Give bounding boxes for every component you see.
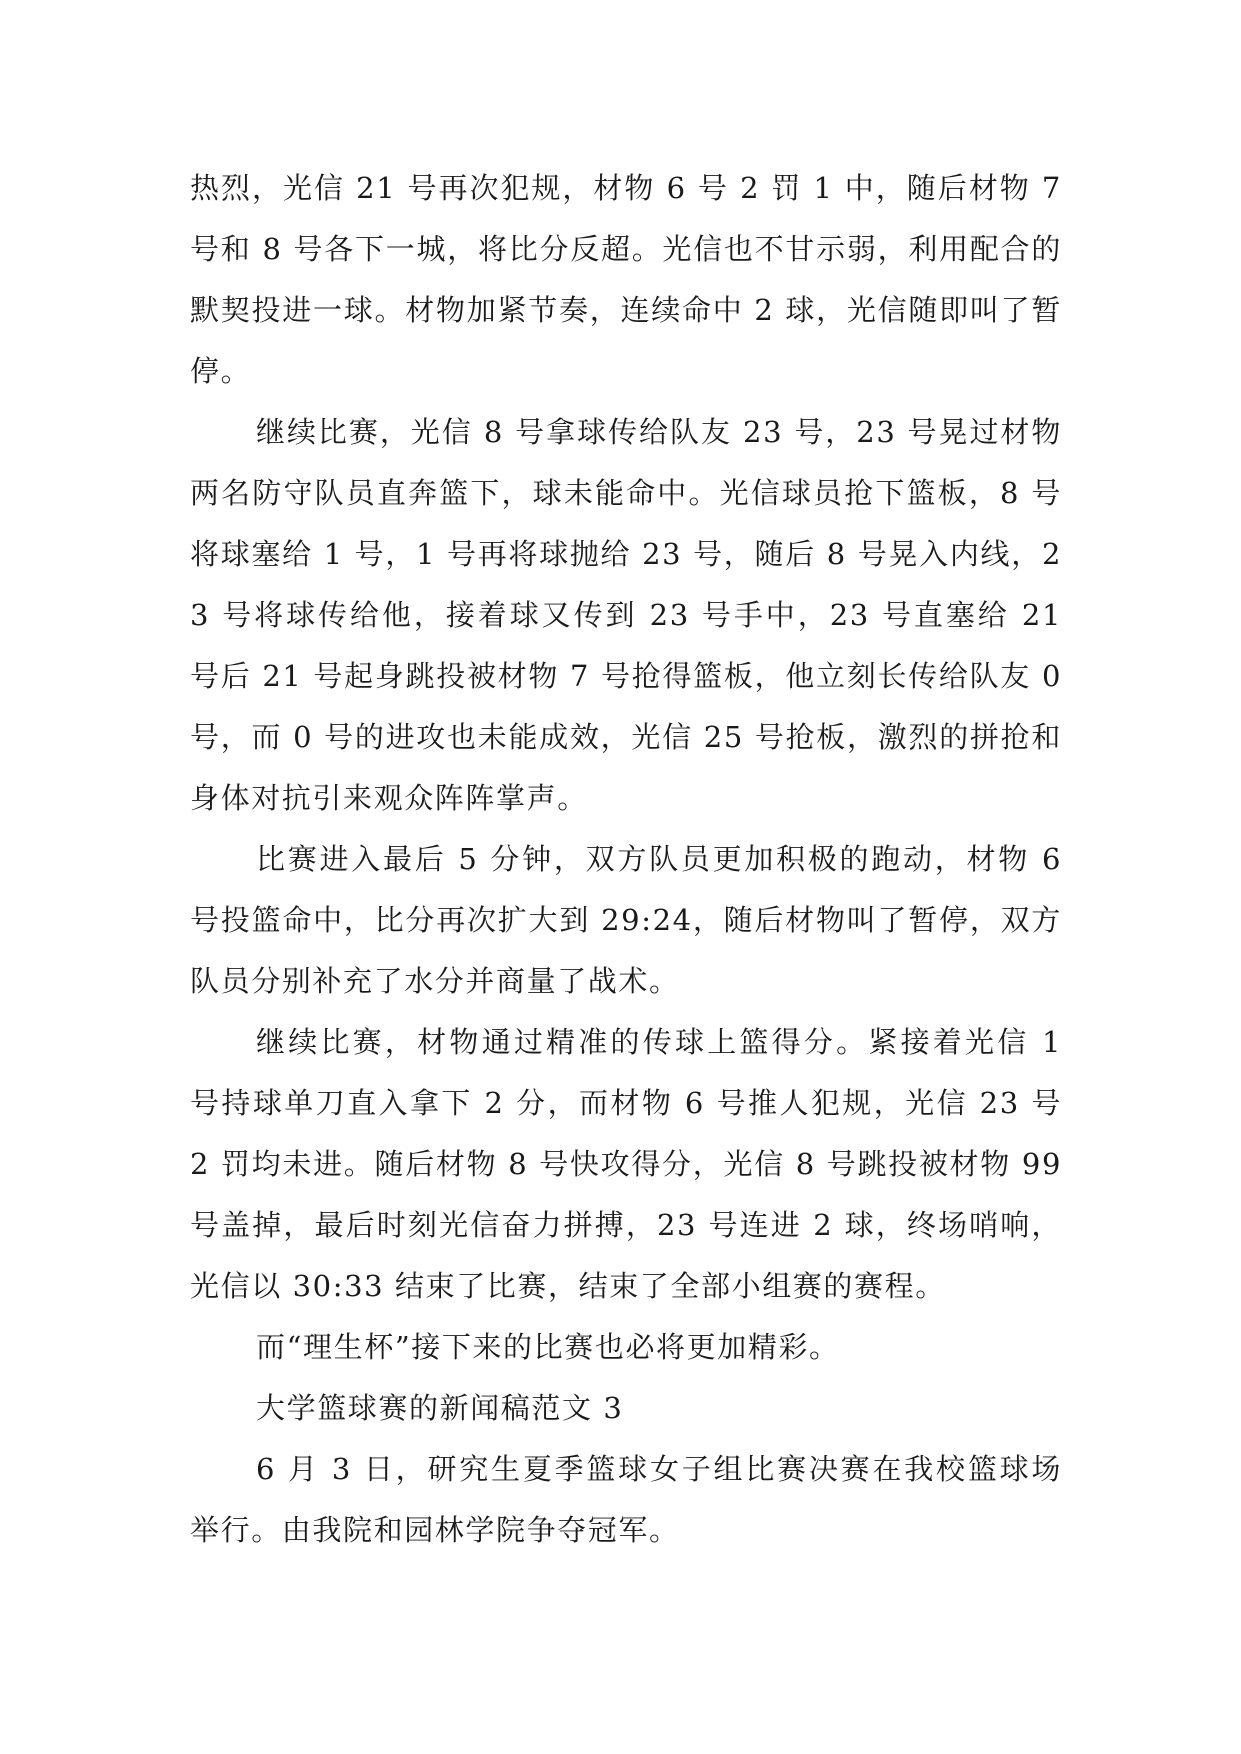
paragraph: 而“理生杯”接下来的比赛也必将更加精彩。 [256,1330,840,1364]
paragraph: 继续比赛，材物通过精准的传球上篮得分。紧接着光信 1 号持球单刀直入拿下 2 分，而材物 6 号推人犯规，光信 23 号 2 罚均未进。随后材物 8 号快攻得分，光信 8 号跳投被材物 99 号盖掉，最后时刻光信奋力拼搏，23 号连进 2 球，终场哨响，光信以 30:33 结束了比赛，结束了全部小组赛的赛程。 [190,1025,1062,1303]
document-body [190,158,1062,1561]
section-heading: 大学篮球赛的新闻稿范文 3 [256,1391,624,1425]
paragraph-continuation: 热烈，光信 21 号再次犯规，材物 6 号 2 罚 1 中，随后材物 7 号和 8 号各下一城，将比分反超。光信也不甘示弱，利用配合的默契投进一球。材物加紧节奏，连续命中 2 球，光信随即叫了暂停。 [190,171,1062,388]
paragraph: 比赛进入最后 5 分钟，双方队员更加积极的跑动，材物 6 号投篮命中，比分再次扩大到 29:24，随后材物叫了暂停，双方队员分别补充了水分并商量了战术。 [190,842,1062,998]
paragraph: 继续比赛，光信 8 号拿球传给队友 23 号，23 号晃过材物两名防守队员直奔篮下，球未能命中。光信球员抢下篮板，8 号将球塞给 1 号，1 号再将球抛给 23 号，随后 8 号晃入内线，23 号将球传给他，接着球又传到 23 号手中，23 号直塞给 21 号后 21 号起身跳投被材物 7 号抢得篮板，他立刻长传给队友 0 号，而 0 号的进攻也未能成效，光信 25 号抢板，激烈的拼抢和身体对抗引来观众阵阵掌声。 [190,415,1062,815]
paragraph: 6 月 3 日，研究生夏季篮球女子组比赛决赛在我校篮球场举行。由我院和园林学院争夺冠军。 [190,1452,1062,1547]
